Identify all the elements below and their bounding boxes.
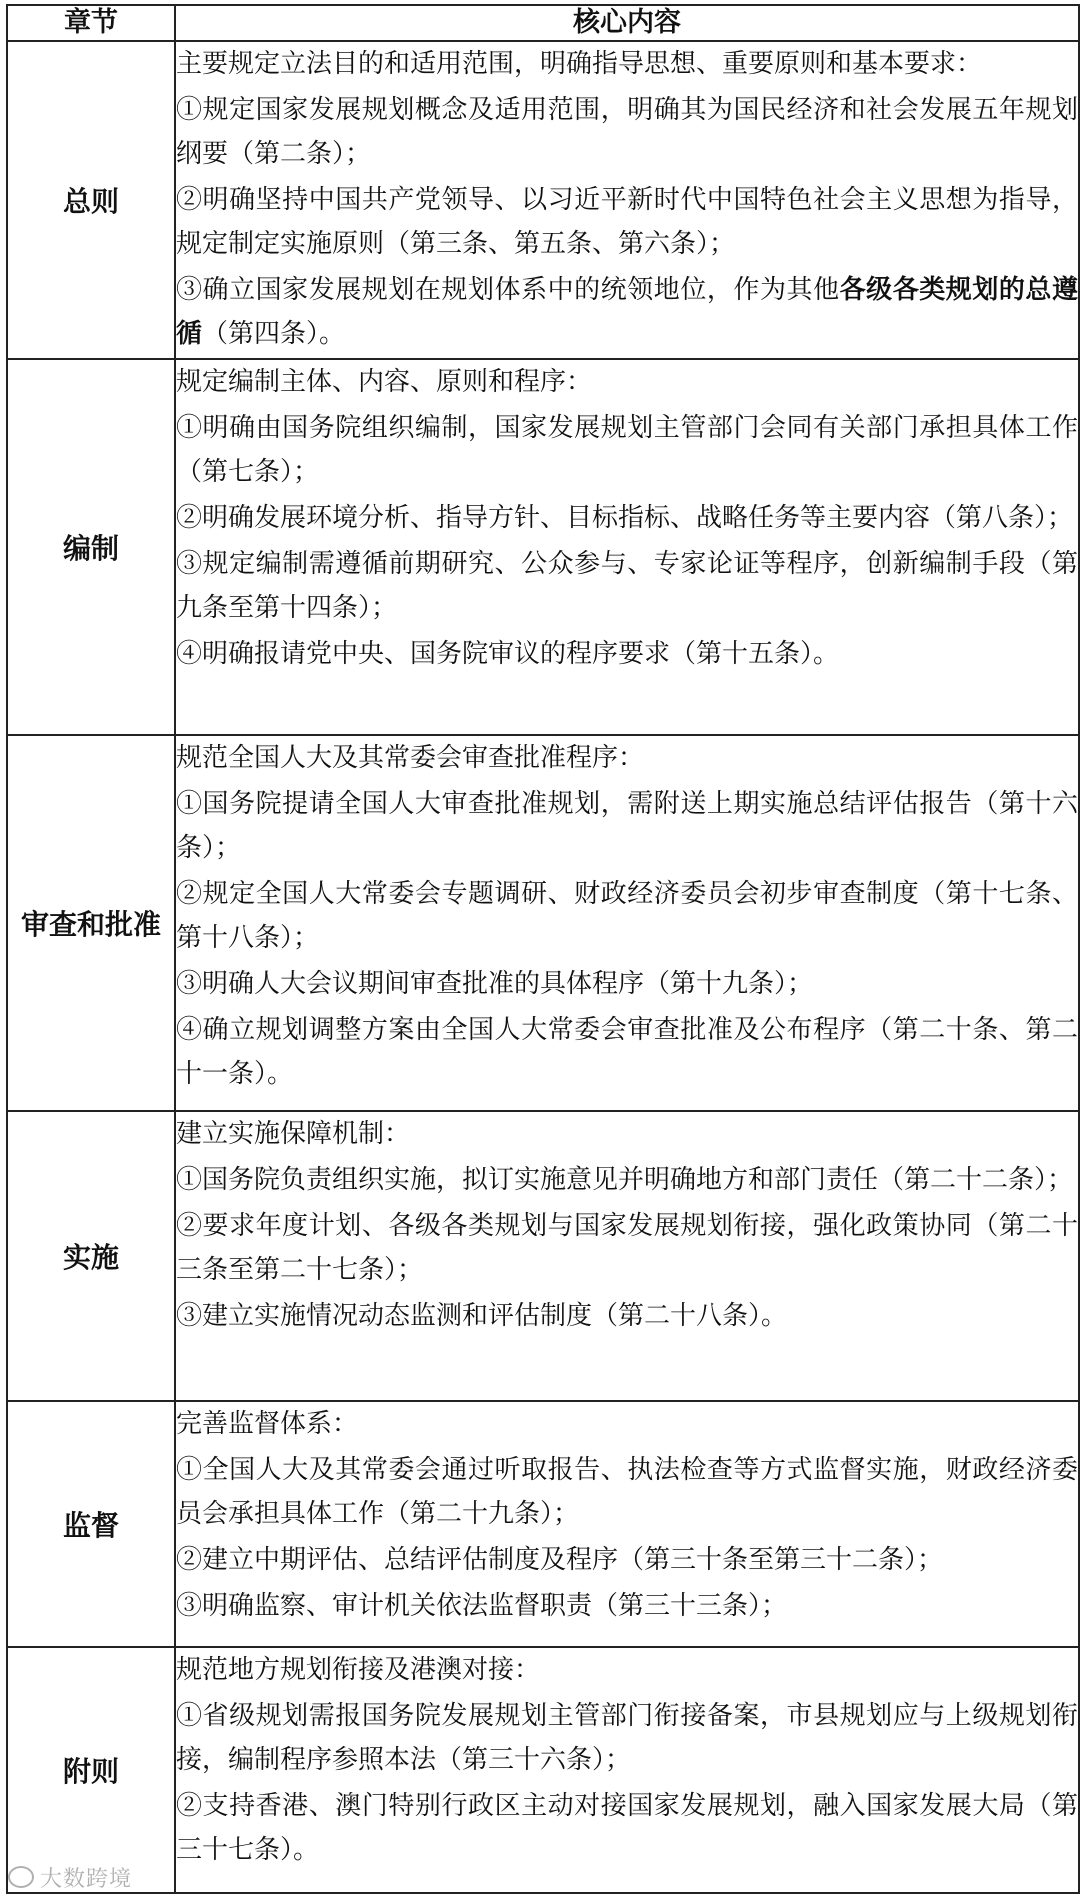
chapter-cell: 审查和批准 bbox=[7, 735, 175, 1111]
list-item: ②明确发展环境分析、指导方针、目标指标、战略任务等主要内容（第八条）； bbox=[176, 503, 1074, 533]
list-item: ③明确监察、审计机关依法监督职责（第三十三条）； bbox=[176, 1591, 788, 1621]
section-intro: 规定编制主体、内容、原则和程序： bbox=[176, 367, 593, 397]
list-item: ②支持香港、澳门特别行政区主动对接国家发展规划，融入国家发展大局（第三十七条）。 bbox=[176, 1791, 1078, 1865]
list-item: ④确立规划调整方案由全国人大常委会审查批准及公布程序（第二十条、第二十一条）。 bbox=[176, 1015, 1078, 1089]
chapter-cell: 监督 bbox=[7, 1401, 175, 1647]
list-item-text: （第四条）。 bbox=[202, 319, 346, 349]
list-item: ①国务院负责组织实施，拟订实施意见并明确地方和部门责任（第二十二条）； bbox=[176, 1165, 1074, 1195]
content-cell bbox=[175, 1401, 1079, 1647]
chapter-cell: 编制 bbox=[7, 359, 175, 735]
list-item-text: ③确立国家发展规划在规划体系中的统领地位，作为其他 bbox=[176, 275, 840, 305]
chapter-cell: 总则 bbox=[7, 41, 175, 359]
table-row bbox=[7, 1647, 1079, 1893]
table-row bbox=[7, 359, 1079, 735]
list-item: ②要求年度计划、各级各类规划与国家发展规划衔接，强化政策协同（第二十三条至第二十七条）； bbox=[176, 1211, 1078, 1285]
content-cell bbox=[175, 359, 1079, 735]
list-item: ①省级规划需报国务院发展规划主管部门衔接备案，市县规划应与上级规划衔接，编制程序参照本法（第三十六条）； bbox=[176, 1701, 1078, 1775]
list-item: ①明确由国务院组织编制，国家发展规划主管部门会同有关部门承担具体工作（第七条）； bbox=[176, 413, 1078, 487]
table-row bbox=[7, 735, 1079, 1111]
content-cell bbox=[175, 1111, 1079, 1401]
section-intro: 完善监督体系： bbox=[176, 1409, 359, 1439]
list-item: ①规定国家发展规划概念及适用范围，明确其为国民经济和社会发展五年规划纲要（第二条）； bbox=[176, 95, 1078, 169]
watermark-text: 大数跨境 bbox=[40, 1867, 133, 1892]
content-cell bbox=[175, 1647, 1079, 1893]
watermark bbox=[8, 1862, 132, 1893]
header-chapter: 章节 bbox=[7, 5, 175, 41]
table-header-row bbox=[7, 5, 1079, 41]
list-item: ②建立中期评估、总结评估制度及程序（第三十条至第三十二条）； bbox=[176, 1545, 944, 1575]
section-intro: 规范地方规划衔接及港澳对接： bbox=[176, 1655, 541, 1685]
list-item: ③明确人大会议期间审查批准的具体程序（第十九条）； bbox=[176, 969, 814, 999]
section-intro: 规范全国人大及其常委会审查批准程序： bbox=[176, 743, 645, 773]
list-item: ③规定编制需遵循前期研究、公众参与、专家论证等程序，创新编制手段（第九条至第十四条）； bbox=[176, 549, 1078, 623]
section-intro: 建立实施保障机制： bbox=[176, 1119, 411, 1149]
content-cell bbox=[175, 735, 1079, 1111]
section-intro: 主要规定立法目的和适用范围，明确指导思想、重要原则和基本要求： bbox=[176, 49, 983, 79]
table-row bbox=[7, 1401, 1079, 1647]
list-item: ④明确报请党中央、国务院审议的程序要求（第十五条）。 bbox=[176, 639, 840, 669]
table-row bbox=[7, 41, 1079, 359]
content-cell bbox=[175, 41, 1079, 359]
list-item: ①全国人大及其常委会通过听取报告、执法检查等方式监督实施，财政经济委员会承担具体工作（第二十九条）； bbox=[176, 1455, 1078, 1529]
list-item bbox=[176, 268, 1078, 356]
list-item: ②明确坚持中国共产党领导、以习近平新时代中国特色社会主义思想为指导，规定制定实施原则（第三条、第五条、第六条）； bbox=[176, 185, 1078, 259]
chapter-cell: 附则 bbox=[7, 1647, 175, 1893]
watermark-logo-icon bbox=[8, 1866, 34, 1888]
emphasis-text: 各级各类规划的总遵循 bbox=[176, 275, 1078, 349]
header-core-content: 核心内容 bbox=[175, 5, 1079, 41]
list-item: ②规定全国人大常委会专题调研、财政经济委员会初步审查制度（第十七条、第十八条）； bbox=[176, 879, 1078, 953]
table-row bbox=[7, 1111, 1079, 1401]
law-summary-table bbox=[6, 4, 1080, 1894]
list-item: ①国务院提请全国人大审查批准规划，需附送上期实施总结评估报告（第十六条）； bbox=[176, 789, 1078, 863]
chapter-cell: 实施 bbox=[7, 1111, 175, 1401]
list-item: ③建立实施情况动态监测和评估制度（第二十八条）。 bbox=[176, 1301, 788, 1331]
